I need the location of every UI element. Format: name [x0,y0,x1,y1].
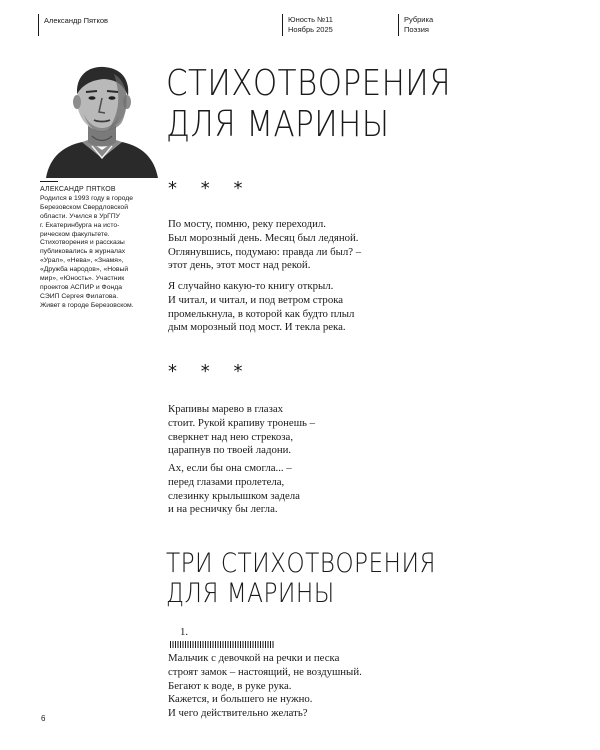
section-title-line-2: ДЛЯ МАРИНЫ [166,578,335,609]
header-rubric-value: Поэзия [404,25,429,34]
poem-line: Был морозный день. Месяц был ледяной. [168,231,359,244]
bio-line: СЭИП Сергея Филатова. [40,292,119,300]
poem-line: Мальчик с девочкой на речки и песка [168,652,340,664]
poem-line: И читал, и читал, и под ветром строка [168,293,344,306]
poem-1-stanza-2 [168,280,354,335]
poem-line: и на ресничку бы легла. [168,503,278,516]
poem-line: Ах, если бы она смогла... – [168,462,292,474]
header-divider [282,14,283,36]
bio-line: Живет в городе Березовском. [40,301,134,309]
poem-line: дым морозный под мост. И текла река. [168,321,346,334]
section-title-line-1: ТРИ СТИХОТВОРЕНИЯ [166,548,436,579]
header-divider [398,14,399,36]
page-number: 6 [41,714,46,723]
poem-2-stanza-1 [168,403,315,458]
poem-separator [170,641,274,648]
poem-line: Я случайно какую-то книгу открыл. [168,280,334,292]
header-issue: Юность №11 [288,15,333,24]
poem-line: Оглянувшись, подумаю: правда ли был? – [168,245,362,258]
cycle-poem-stanza [168,652,362,721]
bio-line: г. Екатеринбурга на исто- [40,221,120,229]
poem-line: И чего действительно желать? [168,707,308,720]
poem-line: этот день, этот мост над рекой. [168,259,311,272]
bio-line: области. Учился в УрГПУ [40,212,120,220]
poem-1-marker: * * * [168,178,252,199]
poem-line: Крапивы марево в глазах [168,403,284,415]
header-author: Александр Пятков [44,16,109,25]
page-title-line-2: ДЛЯ МАРИНЫ [166,104,390,145]
bio-line: публиковались в журналах [40,248,126,256]
poem-line: царапнув по твоей ладони. [168,444,292,457]
bio-rule [40,181,58,182]
poem-1-stanza-1 [168,218,361,273]
author-bio [40,186,162,311]
poem-line: Бегают к воде, в руке рука. [168,679,292,692]
poem-line: слезинку крылышком задела [168,489,300,502]
bio-line: «Урал», «Нева», «Знамя», [40,257,124,265]
poem-line: строят замок – настоящий, не воздушный. [168,665,362,678]
bio-line: мир», «Юность». Участник [40,275,125,283]
poem-line: Кажется, и большего не нужно. [168,693,313,706]
poem-2-stanza-2 [168,462,300,517]
header-date: Ноябрь 2025 [288,25,333,34]
bio-line: Березовском Свердловской [40,203,128,211]
header-rubric-label: Рубрика [404,15,434,24]
poem-line: промелькнула, в которой как будто плыл [168,307,355,320]
poem-line: стоит. Рукой крапиву тронешь – [168,416,316,429]
poem-line: перед глазами пролетела, [168,475,285,488]
bio-line: рическом факультете. [40,230,110,238]
page-title-line-1: СТИХОТВОРЕНИЯ [166,63,452,104]
header-divider [38,14,39,36]
bio-line: «Дружба народов», «Новый [40,266,129,274]
bio-line: Стихотворения и рассказы [40,239,125,247]
poem-line: сверкнет над нею стрекоза, [168,430,294,443]
cycle-poem-number: 1. [180,626,189,638]
poem-line: По мосту, помню, реку переходил. [168,218,326,230]
poem-2-marker: * * * [168,361,252,382]
bio-author-name: АЛЕКСАНДР ПЯТКОВ [40,186,116,193]
author-portrait [42,60,162,178]
bio-line: Родился в 1993 году в городе [40,194,134,202]
bio-line: проектов АСПИР и Фонда [40,283,123,291]
